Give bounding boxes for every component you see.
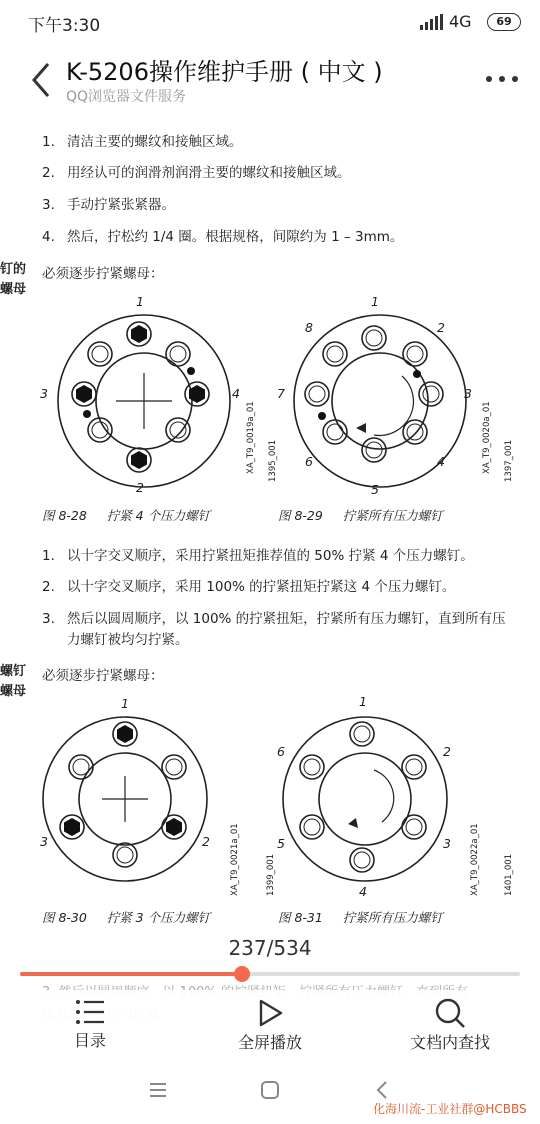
step-text: 手动拧紧张紧器。: [67, 197, 175, 213]
bolt-label: 4: [437, 454, 445, 469]
figure-code: XA_T9_0021a_01: [230, 823, 240, 896]
bolt-filled: [127, 448, 151, 472]
play-icon: [255, 998, 285, 1028]
bolt-label: 3: [443, 836, 451, 851]
figure-code: XA_T9_0019a_01: [246, 401, 256, 474]
bolt-label: 1: [121, 696, 129, 711]
more-options-icon[interactable]: [484, 72, 520, 86]
figure-code: XA_T9_0020a_01: [482, 401, 492, 474]
numbered-step: [42, 163, 351, 184]
step-text: 清洁主要的螺纹和接触区域。: [67, 134, 243, 150]
numbered-step: [42, 577, 456, 598]
document-source: QQ浏览器文件服务: [66, 89, 187, 105]
figure-code: XA_T9_0022a_01: [470, 823, 480, 896]
lead-text-a: 必须逐步拧紧螺母：: [42, 266, 164, 282]
bolt-filled: [127, 322, 151, 346]
battery-icon: 69: [487, 13, 521, 31]
figure-8-30: [40, 712, 210, 886]
step-number: 2.: [42, 579, 55, 595]
figure-code: 1395_001: [268, 439, 278, 482]
step-number: 3.: [42, 611, 55, 627]
bolt-label: 1: [359, 694, 367, 709]
bolt-filled: [72, 382, 96, 406]
signal-icon: [420, 14, 444, 30]
step-number: 3.: [42, 197, 55, 213]
bolt-label: 8: [305, 320, 313, 335]
figure-caption: 图 8-28 拧紧 4 个压力螺钉: [42, 508, 211, 523]
bolt-open: [166, 342, 190, 366]
figure-caption: 图 8-29 拧紧所有压力螺钉: [278, 508, 443, 523]
toc-button[interactable]: [40, 990, 140, 1051]
bolt-open: [88, 342, 112, 366]
network-type: 4G: [449, 12, 472, 31]
bolt-label: 3: [464, 386, 472, 401]
bolt-label: 6: [305, 454, 313, 469]
bolt-label: 2: [202, 834, 210, 849]
bolt-label: 2: [437, 320, 445, 335]
figure-caption: 图 8-30 拧紧 3 个压力螺钉: [42, 910, 211, 925]
bolt-label: 2: [136, 480, 144, 495]
find-in-document-label: 文档内查找: [409, 1033, 490, 1052]
bolt-label: 1: [371, 294, 379, 309]
bolt-label: 6: [277, 744, 285, 759]
bolt-label: 3: [40, 386, 48, 401]
step-text: 用经认可的润滑剂润滑主要的螺纹和接触区域。: [67, 165, 351, 181]
side-text: 螺钉: [0, 664, 27, 679]
numbered-step: [42, 609, 506, 648]
step-text: 以十字交叉顺序，采用拧紧扭矩推荐值的 50% 拧紧 4 个压力螺钉。: [67, 548, 474, 564]
page-indicator: 237/534: [228, 936, 312, 960]
fullscreen-play-label: 全屏播放: [237, 1033, 302, 1052]
side-heading-b: [0, 662, 26, 702]
bolt-filled: [185, 382, 209, 406]
bolt-label: 7: [277, 386, 285, 401]
figure-code: 1397_001: [504, 439, 514, 482]
bolt-label: 4: [232, 386, 240, 401]
side-text: 钉的: [0, 262, 27, 277]
step-text: 然后，拧松约 1/4 圈。根据规格，间隙约为 1 – 3mm。: [67, 229, 404, 245]
back-icon[interactable]: [24, 60, 60, 100]
numbered-step: [42, 195, 175, 216]
bolt-label: 5: [277, 836, 285, 851]
fullscreen-play-button[interactable]: [220, 990, 320, 1053]
step-number: 1.: [42, 134, 55, 150]
side-text: 螺母: [0, 282, 27, 297]
step-text: 然后以圆周顺序，以 100% 的拧紧扭矩，拧紧所有压力螺钉，直到所有压力螺钉被均匀拧紧。: [67, 611, 506, 648]
status-bar: [0, 0, 540, 44]
numbered-step: [42, 227, 404, 248]
progress-handle[interactable]: [234, 966, 250, 982]
bolt-open: [166, 418, 190, 442]
nav-back-icon[interactable]: [374, 1080, 390, 1100]
home-icon[interactable]: [260, 1080, 280, 1100]
toc-label: 目录: [73, 1031, 106, 1050]
numbered-step: [42, 546, 474, 567]
side-heading-a: [0, 260, 26, 300]
bolt-label: 5: [371, 482, 379, 497]
page-progress-slider[interactable]: [20, 972, 520, 976]
step-number: 4.: [42, 229, 55, 245]
step-number: 1.: [42, 548, 55, 564]
figure-code: 1399_001: [266, 853, 276, 896]
lead-text-b: 必须逐步拧紧螺母：: [42, 668, 164, 684]
bolt-label: 1: [136, 294, 144, 309]
status-time: 下午3:30: [28, 16, 101, 36]
figure-caption: 图 8-31 拧紧所有压力螺钉: [278, 910, 443, 925]
step-text: 以十字交叉顺序，采用 100% 的拧紧扭矩拧紧这 4 个压力螺钉。: [67, 579, 456, 595]
find-in-document-button[interactable]: [394, 990, 506, 1053]
bolt-open: [88, 418, 112, 442]
figure-8-28: [54, 310, 234, 492]
progress-fill: [20, 972, 242, 976]
step-number: 2.: [42, 165, 55, 181]
watermark: 化海川流-工业社群@HCBBS: [373, 1102, 527, 1116]
bolt-label: 2: [443, 744, 451, 759]
bolt-label: 4: [359, 884, 367, 899]
side-text: 螺母: [0, 684, 27, 699]
menu-icon[interactable]: [148, 1082, 168, 1098]
figure-8-31: [280, 712, 450, 886]
reader-toolbar: [0, 990, 540, 1060]
bolt-label: 3: [40, 834, 48, 849]
top-bar: [0, 44, 540, 114]
document-title: K-5206操作维护手册 ( 中文 ): [66, 58, 383, 86]
list-icon: [75, 998, 105, 1026]
search-icon: [434, 998, 466, 1028]
document-page[interactable]: [0, 114, 540, 974]
figure-code: 1401_001: [504, 853, 514, 896]
numbered-step: [42, 132, 243, 153]
